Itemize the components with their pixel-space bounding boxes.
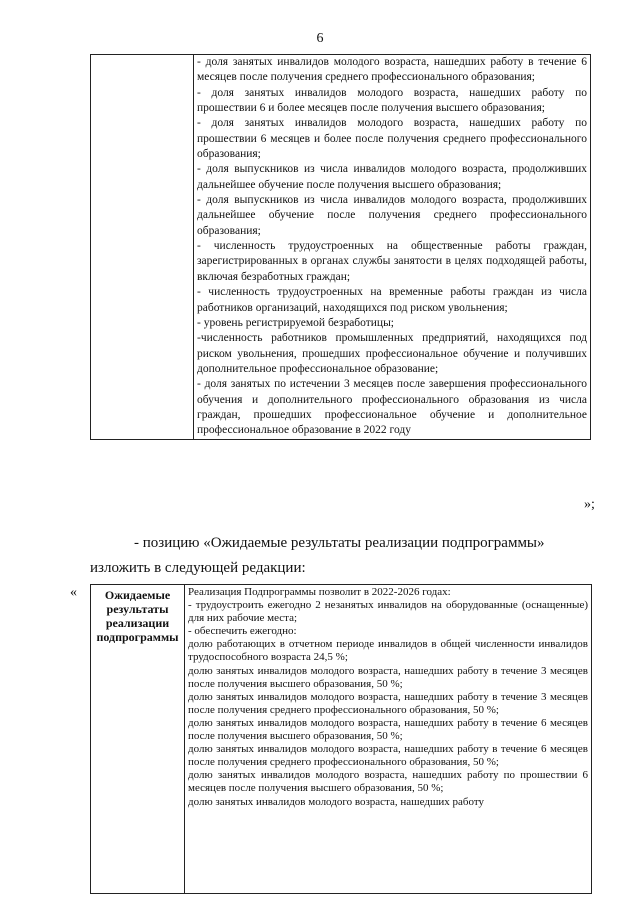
result-item: - трудоустроить ежегодно 2 незанятых инвалидов на оборудованные (оснащенные) для них рабочие места; — [188, 599, 588, 625]
indicator-item: - доля выпускников из числа инвалидов молодого возраста, продолживших дальнейшее обучение после получения высшего образования; — [197, 163, 587, 191]
continued-table — [90, 54, 591, 440]
result-item: долю занятых инвалидов молодого возраста, нашедших работу по прошествии 6 месяцев после получения высшего образования, 50 %; — [188, 769, 588, 795]
result-item: Реализация Подпрограммы позволит в 2022-2026 годах: — [188, 586, 451, 598]
indicator-item: -численность работников промышленных предприятий, находящихся под риском увольнения, прошедших профессиональное обучение и получивших дополнительное профессиональное образование; — [197, 332, 587, 375]
indicator-item: - численность трудоустроенных на общественные работы граждан, зарегистрированных в органах службы занятости в целях подходящей работы, включая безработных граждан; — [197, 240, 587, 283]
result-item: долю работающих в отчетном периоде инвалидов в общей численности инвалидов трудоспособного возраста 24,5 %; — [188, 638, 588, 664]
indicator-item: - доля занятых инвалидов молодого возраста, нашедших работу по прошествии 6 месяцев и более после получения среднего профессионального образования; — [197, 117, 587, 161]
expected-results-header: Ожидаемые результаты реализации подпрограммы — [91, 585, 185, 894]
result-item: - обеспечить ежегодно: — [188, 625, 297, 638]
instruction-line-2: изложить в следующей редакции: — [90, 560, 306, 576]
indicator-item: - доля занятых инвалидов молодого возраста, нашедших работу в течение 6 месяцев после получения среднего профессионального образования; — [197, 56, 587, 84]
page-number: 6 — [316, 31, 324, 46]
result-item: долю занятых инвалидов молодого возраста, нашедших работу в течение 6 месяцев после получения среднего профессионального образования, 50 %; — [188, 743, 588, 769]
result-item: долю занятых инвалидов молодого возраста, нашедших работу в течение 3 месяцев после получения среднего профессионального образования, 50 %; — [188, 690, 588, 716]
indicator-item: - доля выпускников из числа инвалидов молодого возраста, продолживших дальнейшее обучение после получения среднего профессионального образования; — [197, 194, 587, 237]
closing-quote: »; — [584, 497, 595, 512]
empty-label-cell — [91, 55, 194, 440]
result-item: долю занятых инвалидов молодого возраста, нашедших работу — [188, 795, 485, 808]
opening-quote: « — [70, 585, 77, 600]
indicator-item: - численность трудоустроенных на временные работы граждан из числа работников организаций, находящихся под риском увольнения; — [197, 286, 587, 314]
indicators-cell — [194, 55, 591, 440]
result-item: долю занятых инвалидов молодого возраста, нашедших работу в течение 3 месяцев после получения высшего образования, 50 %; — [188, 664, 588, 690]
indicator-item: - доля занятых по истечении 3 месяцев после завершения профессионального обучения и дополнительного профессионального образования из числа граждан, прошедших профессиональное обучение и дополнительное профессиональное образование в 2022 году — [197, 378, 587, 437]
result-item: долю занятых инвалидов молодого возраста, нашедших работу в течение 6 месяцев после получения высшего образования, 50 %; — [188, 716, 588, 743]
expected-results-table — [90, 584, 592, 894]
instruction-line-1: - позицию «Ожидаемые результаты реализации подпрограммы» — [134, 535, 545, 551]
indicator-item: - уровень регистрируемой безработицы; — [197, 316, 394, 329]
expected-results-cell — [185, 585, 592, 894]
indicator-item: - доля занятых инвалидов молодого возраста, нашедших работу по прошествии 6 и более месяцев после получения высшего образования; — [197, 86, 587, 115]
